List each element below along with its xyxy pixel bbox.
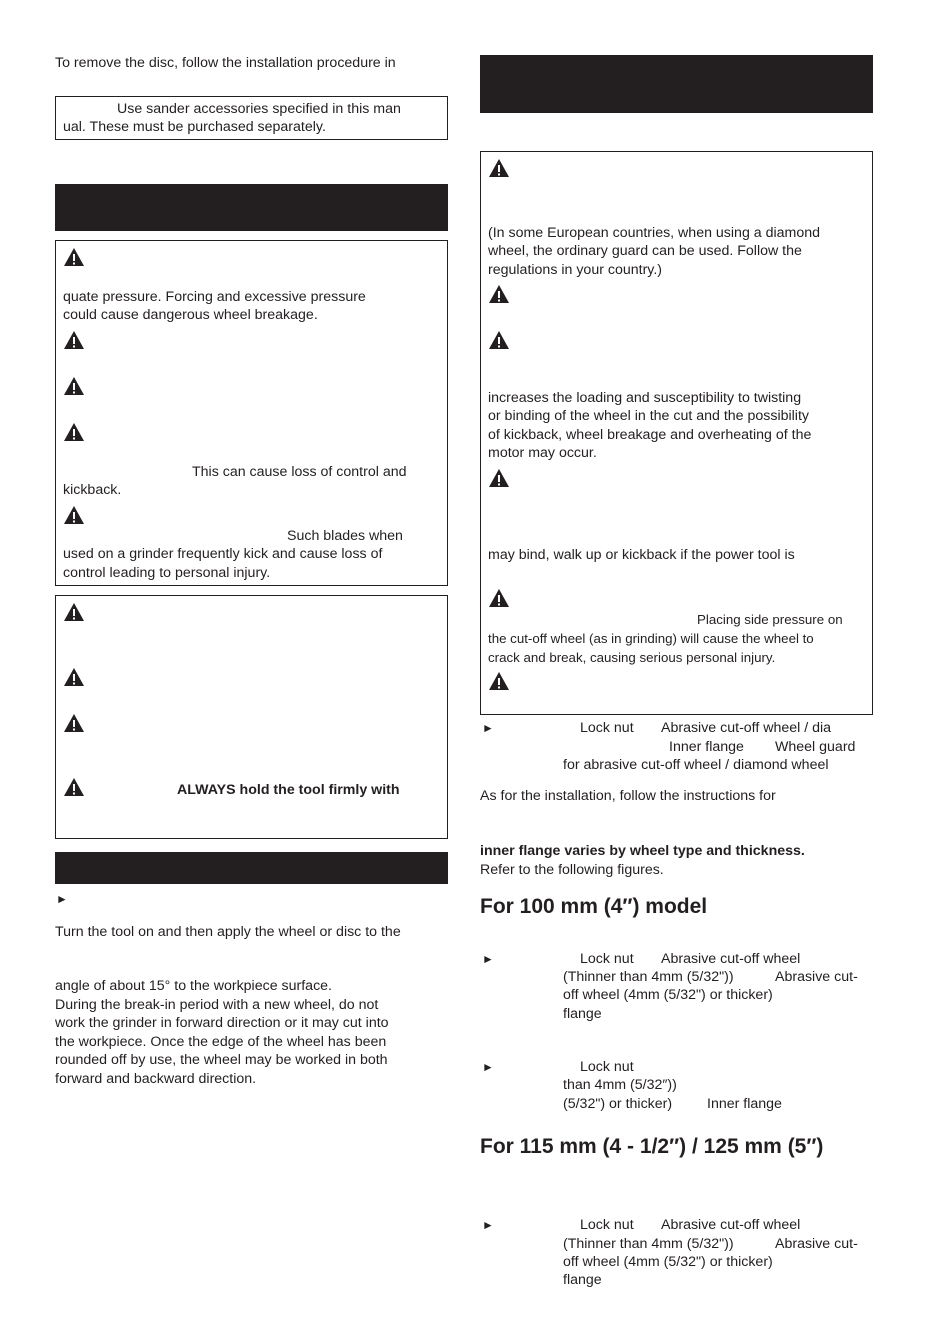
warning-icon xyxy=(63,713,85,733)
always-hold-text: ALWAYS hold the tool firmly with xyxy=(177,782,400,798)
grinding-text: angle of about 15° to the workpiece surface. xyxy=(55,978,332,994)
figure-callout: Lock nut xyxy=(580,1059,634,1075)
grinding-text: work the grinder in forward direction or it may cut into xyxy=(55,1015,389,1031)
figure-callout: off wheel (4mm (5/32") or thicker) xyxy=(563,1254,773,1270)
figure-callout: Abrasive cut-off wheel / dia xyxy=(661,720,832,736)
warning-text: of kickback, wheel breakage and overheating of the xyxy=(488,427,812,443)
figure-callout: (Thinner than 4mm (5/32")) xyxy=(563,969,734,985)
caution-text: control leading to personal injury. xyxy=(63,565,271,581)
removal-instruction: To remove the disc, follow the installation procedure in xyxy=(55,55,396,71)
heading-100mm-model: For 100 mm (4″) model xyxy=(480,895,708,918)
warning-icon xyxy=(63,330,85,350)
figure-callout: Abrasive cut- xyxy=(775,969,858,985)
figure-callout: Abrasive cut-off wheel xyxy=(661,951,801,967)
inner-flange-note: inner flange varies by wheel type and thickness. xyxy=(480,843,805,859)
warning-text: crack and break, causing serious personal injury. xyxy=(488,650,776,665)
warning-text: regulations in your country.) xyxy=(488,262,663,278)
caution-text: used on a grinder frequently kick and cause loss of xyxy=(63,546,383,562)
caution-text: could cause dangerous wheel breakage. xyxy=(63,307,318,323)
figure-callout: than 4mm (5/32″)) xyxy=(563,1077,677,1093)
figure-callout: Wheel guard xyxy=(775,739,856,755)
figure-callout: Lock nut xyxy=(580,1217,634,1233)
warning-text: increases the loading and susceptibility to twisting xyxy=(488,390,802,406)
figure-arrow-icon: ► xyxy=(482,1218,494,1232)
figure-arrow-icon: ► xyxy=(482,952,494,966)
warning-icon xyxy=(63,602,85,622)
warning-text: (In some European countries, when using a diamond xyxy=(488,225,821,241)
refer-text: Refer to the following figures. xyxy=(480,862,664,878)
warning-icon xyxy=(488,158,510,178)
warning-text: the cut-off wheel (as in grinding) will cause the wheel to xyxy=(488,631,814,646)
warning-icon xyxy=(488,284,510,304)
warning-icon xyxy=(63,247,85,267)
figure-arrow-icon: ► xyxy=(56,892,68,906)
warning-text: wheel, the ordinary guard can be used. Follow the xyxy=(488,243,802,259)
figure-callout: Abrasive cut-off wheel xyxy=(661,1217,801,1233)
figure-callout: Lock nut xyxy=(580,951,634,967)
grinding-text: rounded off by use, the wheel may be worked in both xyxy=(55,1052,388,1068)
warning-icon xyxy=(63,777,85,797)
note-box xyxy=(55,96,448,140)
caution-text: quate pressure. Forcing and excessive pressure xyxy=(63,289,366,305)
grinding-text: During the break-in period with a new wheel, do not xyxy=(55,997,379,1013)
grinding-text: forward and backward direction. xyxy=(55,1071,257,1087)
heading-115-125mm-model: For 115 mm (4 - 1/2″) / 125 mm (5″) xyxy=(480,1135,824,1158)
installation-text: As for the installation, follow the instructions for xyxy=(480,788,776,804)
caution-text: kickback. xyxy=(63,482,122,498)
figure-callout: Abrasive cut- xyxy=(775,1236,858,1252)
section-heading-bar xyxy=(55,184,448,231)
figure-callout: flange xyxy=(563,1006,602,1022)
warning-text: Placing side pressure on xyxy=(697,612,843,627)
figure-callout: flange xyxy=(563,1272,602,1288)
note-text-2: ual. These must be purchased separately. xyxy=(63,119,326,135)
figure-callout: off wheel (4mm (5/32") or thicker) xyxy=(563,987,773,1003)
warning-icon xyxy=(63,376,85,396)
caution-box-operation xyxy=(55,240,448,586)
warning-text: motor may occur. xyxy=(488,445,597,461)
figure-callout: Lock nut xyxy=(580,720,634,736)
figure-callout: for abrasive cut-off wheel / diamond wheel xyxy=(563,757,829,773)
warning-icon xyxy=(488,468,510,488)
figure-callout: Inner flange xyxy=(669,739,744,755)
caution-text: Such blades when xyxy=(287,528,403,544)
warning-icon xyxy=(63,422,85,442)
caution-box-handling xyxy=(55,595,448,839)
note-text-1: Use sander accessories specified in this man xyxy=(117,101,401,117)
grinding-heading-bar xyxy=(55,852,448,884)
figure-callout: (Thinner than 4mm (5/32")) xyxy=(563,1236,734,1252)
section-heading-bar xyxy=(480,55,873,113)
grinding-text: Turn the tool on and then apply the wheel or disc to the xyxy=(55,924,401,940)
grinding-text: the workpiece. Once the edge of the wheel has been xyxy=(55,1034,387,1050)
warning-text: may bind, walk up or kickback if the power tool is xyxy=(488,547,795,563)
figure-callout: (5/32") or thicker) xyxy=(563,1096,673,1112)
warning-icon xyxy=(63,667,85,687)
figure-arrow-icon: ► xyxy=(482,721,494,735)
warning-icon xyxy=(488,330,510,350)
warning-box-cutoff xyxy=(480,151,873,715)
warning-icon xyxy=(488,671,510,691)
figure-arrow-icon: ► xyxy=(482,1060,494,1074)
figure-callout: Inner flange xyxy=(707,1096,782,1112)
warning-text: or binding of the wheel in the cut and the possibility xyxy=(488,408,809,424)
warning-icon xyxy=(488,588,510,608)
warning-icon xyxy=(63,505,85,525)
caution-text: This can cause loss of control and xyxy=(192,464,407,480)
